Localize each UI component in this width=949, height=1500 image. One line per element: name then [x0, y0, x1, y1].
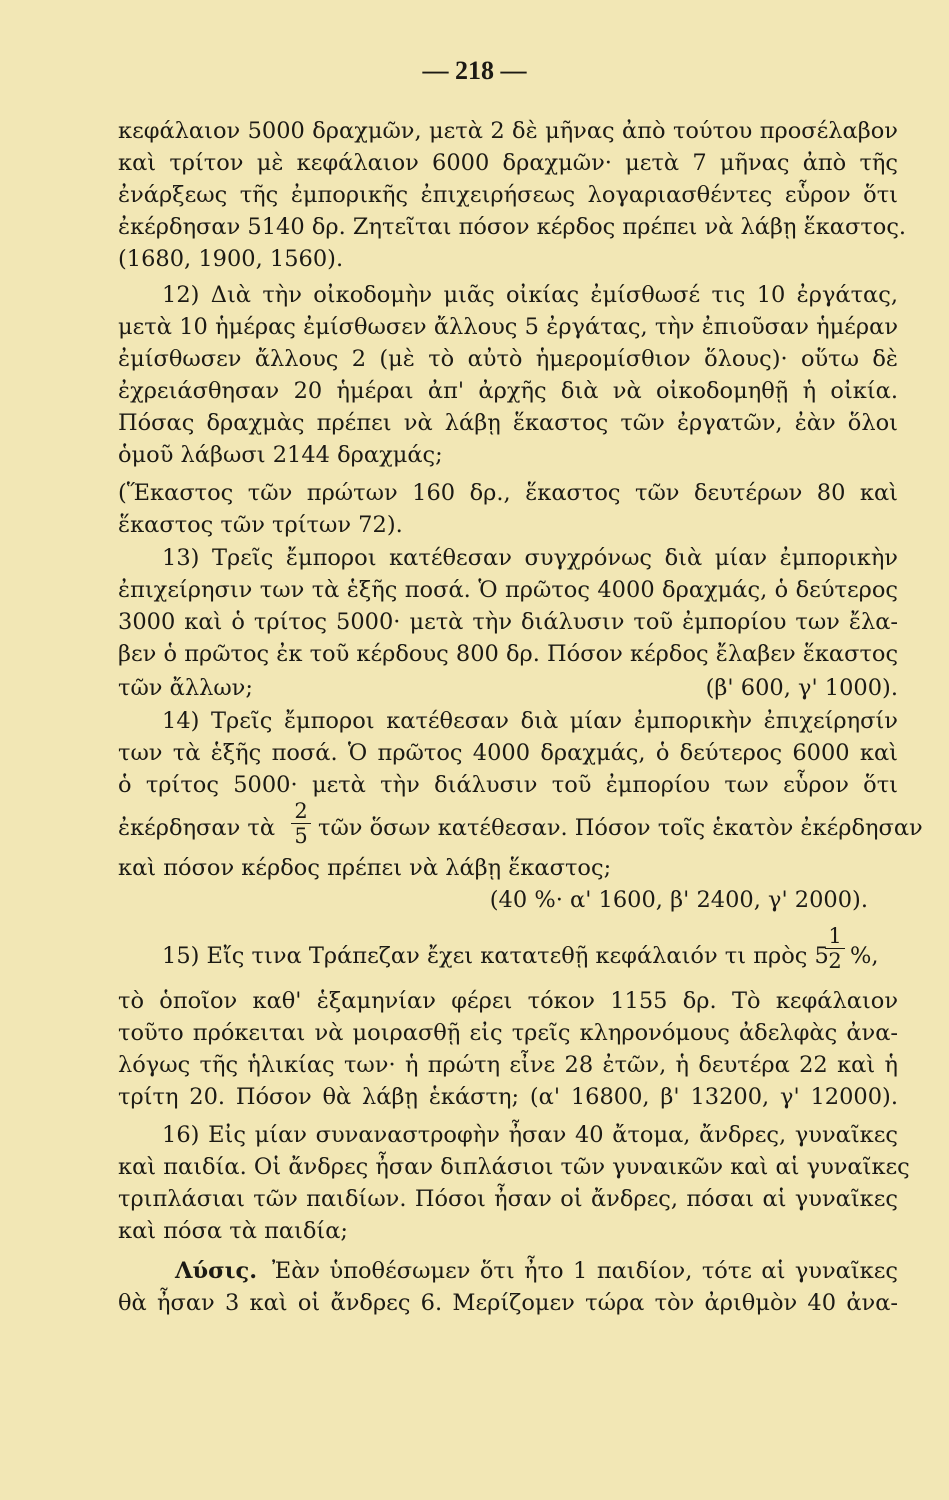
- text-line: ὁ τρίτος 5000· μετὰ τὴν διάλυσιν τοῦ ἐμπορίου των εὗρον ὅτι: [118, 772, 898, 798]
- problem-12-line: 12) Διὰ τὴν οἰκοδομὴν μιᾶς οἰκίας ἐμίσθωσέ τις 10 ἐργάτας,: [162, 282, 898, 308]
- text-line: τῶν ἄλλων;: [118, 675, 253, 701]
- text-line: ἐχρειάσθησαν 20 ἡμέραι ἀπ' ἀρχῆς διὰ νὰ οἰκοδομηθῇ ἡ οἰκία.: [118, 378, 898, 404]
- answer-line: (Ἕκαστος τῶν πρώτων 160 δρ., ἕκαστος τῶν δευτέρων 80 καὶ: [118, 480, 898, 506]
- text-line: καὶ τρίτον μὲ κεφάλαιον 6000 δραχμῶν· μετὰ 7 μῆνας ἀπὸ τῆς: [118, 150, 898, 176]
- text-line: μετὰ 10 ἡμέρας ἐμίσθωσεν ἄλλους 5 ἐργάτας, τὴν ἐπιοῦσαν ἡμέραν: [118, 314, 898, 340]
- text-line: ἐκέρδησαν τὰ: [118, 815, 276, 841]
- page-number: — 218 —: [422, 56, 527, 85]
- text-line: %,: [850, 943, 879, 969]
- text-line: ἐπιχείρησιν των τὰ ἑξῆς ποσά. Ὁ πρῶτος 4000 δραχμάς, ὁ δεύτερος: [118, 577, 898, 603]
- problem-15-line: 15) Εἴς τινα Τράπεζαν ἔχει κατατεθῇ κεφάλαιόν τι πρὸς 5: [162, 943, 829, 969]
- fraction-numerator: 1: [828, 924, 842, 948]
- text-line: καὶ παιδία. Οἱ ἄνδρες ἦσαν διπλάσιοι τῶν γυναικῶν καὶ αἱ γυναῖκες: [118, 1154, 910, 1180]
- problem-13-line: 13) Τρεῖς ἔμποροι κατέθεσαν συγχρόνως διὰ μίαν ἐμπορικὴν: [162, 545, 898, 571]
- text-line: των τὰ ἑξῆς ποσά. Ὁ πρῶτος 4000 δραχμάς, ὁ δεύτερος 6000 καὶ: [118, 740, 898, 766]
- problem-16-line: 16) Εἰς μίαν συναναστροφὴν ἦσαν 40 ἄτομα, ἄνδρες, γυναῖκες: [162, 1122, 898, 1148]
- text-line: λόγως τῆς ἡλικίας των· ἡ πρώτη εἶνε 28 ἐτῶν, ἡ δευτέρα 22 καὶ ἡ: [118, 1052, 898, 1078]
- fraction-denominator: 2: [828, 949, 842, 973]
- text-line: τριπλάσιαι τῶν παιδίων. Πόσοι ἦσαν οἱ ἄνδρες, πόσαι αἱ γυναῖκες: [118, 1186, 898, 1212]
- fraction-numerator: 2: [294, 799, 308, 823]
- text-line: καὶ πόσα τὰ παιδία;: [118, 1218, 349, 1244]
- fraction: [825, 925, 845, 972]
- text-line: κεφάλαιον 5000 δραχμῶν, μετὰ 2 δὲ μῆνας ἀπὸ τούτου προσέλαβον: [118, 118, 898, 144]
- text-line: τρίτη 20. Πόσον θὰ λάβῃ ἑκάστη; (α' 16800, β' 13200, γ' 12000).: [118, 1084, 898, 1110]
- text-line: 3000 καὶ ὁ τρίτος 5000· μετὰ τὴν διάλυσιν τοῦ ἐμπορίου των ἔλα-: [118, 609, 898, 635]
- text-line: ὁμοῦ λάβωσι 2144 δραχμάς;: [118, 442, 443, 468]
- text-line: τῶν ὅσων κατέθεσαν. Πόσον τοῖς ἑκατὸν ἐκέρδησαν: [318, 815, 923, 841]
- text-line: (1680, 1900, 1560).: [118, 246, 344, 272]
- text-line: καὶ πόσον κέρδος πρέπει νὰ λάβῃ ἕκαστος;: [118, 855, 612, 881]
- text-line: ἐνάρξεως τῆς ἐμπορικῆς ἐπιχειρήσεως λογαριασθέντες εὗρον ὅτι: [118, 182, 898, 208]
- text-line: ἐκέρδησαν 5140 δρ. Ζητεῖται πόσον κέρδος πρέπει νὰ λάβῃ ἕκαστος.: [118, 214, 907, 240]
- fraction: [291, 800, 311, 847]
- problem-14-line: 14) Τρεῖς ἔμποροι κατέθεσαν διὰ μίαν ἐμπορικὴν ἐπιχείρησίν: [162, 708, 898, 734]
- fraction-denominator: 5: [294, 824, 308, 848]
- text-line: θὰ ἦσαν 3 καὶ οἱ ἄνδρες 6. Μερίζομεν τώρα τὸν ἀριθμὸν 40 ἀνα-: [118, 1290, 898, 1316]
- answer-line: ἕκαστος τῶν τρίτων 72).: [118, 512, 403, 538]
- text-line: ἐμίσθωσεν ἄλλους 2 (μὲ τὸ αὐτὸ ἡμερομίσθιον ὅλους)· οὕτω δὲ: [118, 346, 898, 372]
- answer-line: (β' 600, γ' 1000).: [705, 675, 898, 701]
- text-line: Πόσας δραχμὰς πρέπει νὰ λάβῃ ἕκαστος τῶν ἐργατῶν, ἐὰν ὅλοι: [118, 410, 898, 436]
- solution-label: Λύσις.: [175, 1258, 258, 1284]
- text-line: Ἐὰν ὑποθέσωμεν ὅτι ἦτο 1 παιδίον, τότε αἱ γυναῖκες: [272, 1258, 898, 1284]
- text-line: τὸ ὁποῖον καθ' ἑξαμηνίαν φέρει τόκον 1155 δρ. Τὸ κεφάλαιον: [118, 988, 898, 1014]
- text-line: τοῦτο πρόκειται νὰ μοιρασθῇ εἰς τρεῖς κληρονόμους ἀδελφὰς ἀνα-: [118, 1020, 898, 1046]
- answer-line: (40 %· α' 1600, β' 2400, γ' 2000).: [489, 887, 868, 913]
- text-line: βεν ὁ πρῶτος ἐκ τοῦ κέρδους 800 δρ. Πόσον κέρδος ἔλαβεν ἕκαστος: [118, 641, 899, 667]
